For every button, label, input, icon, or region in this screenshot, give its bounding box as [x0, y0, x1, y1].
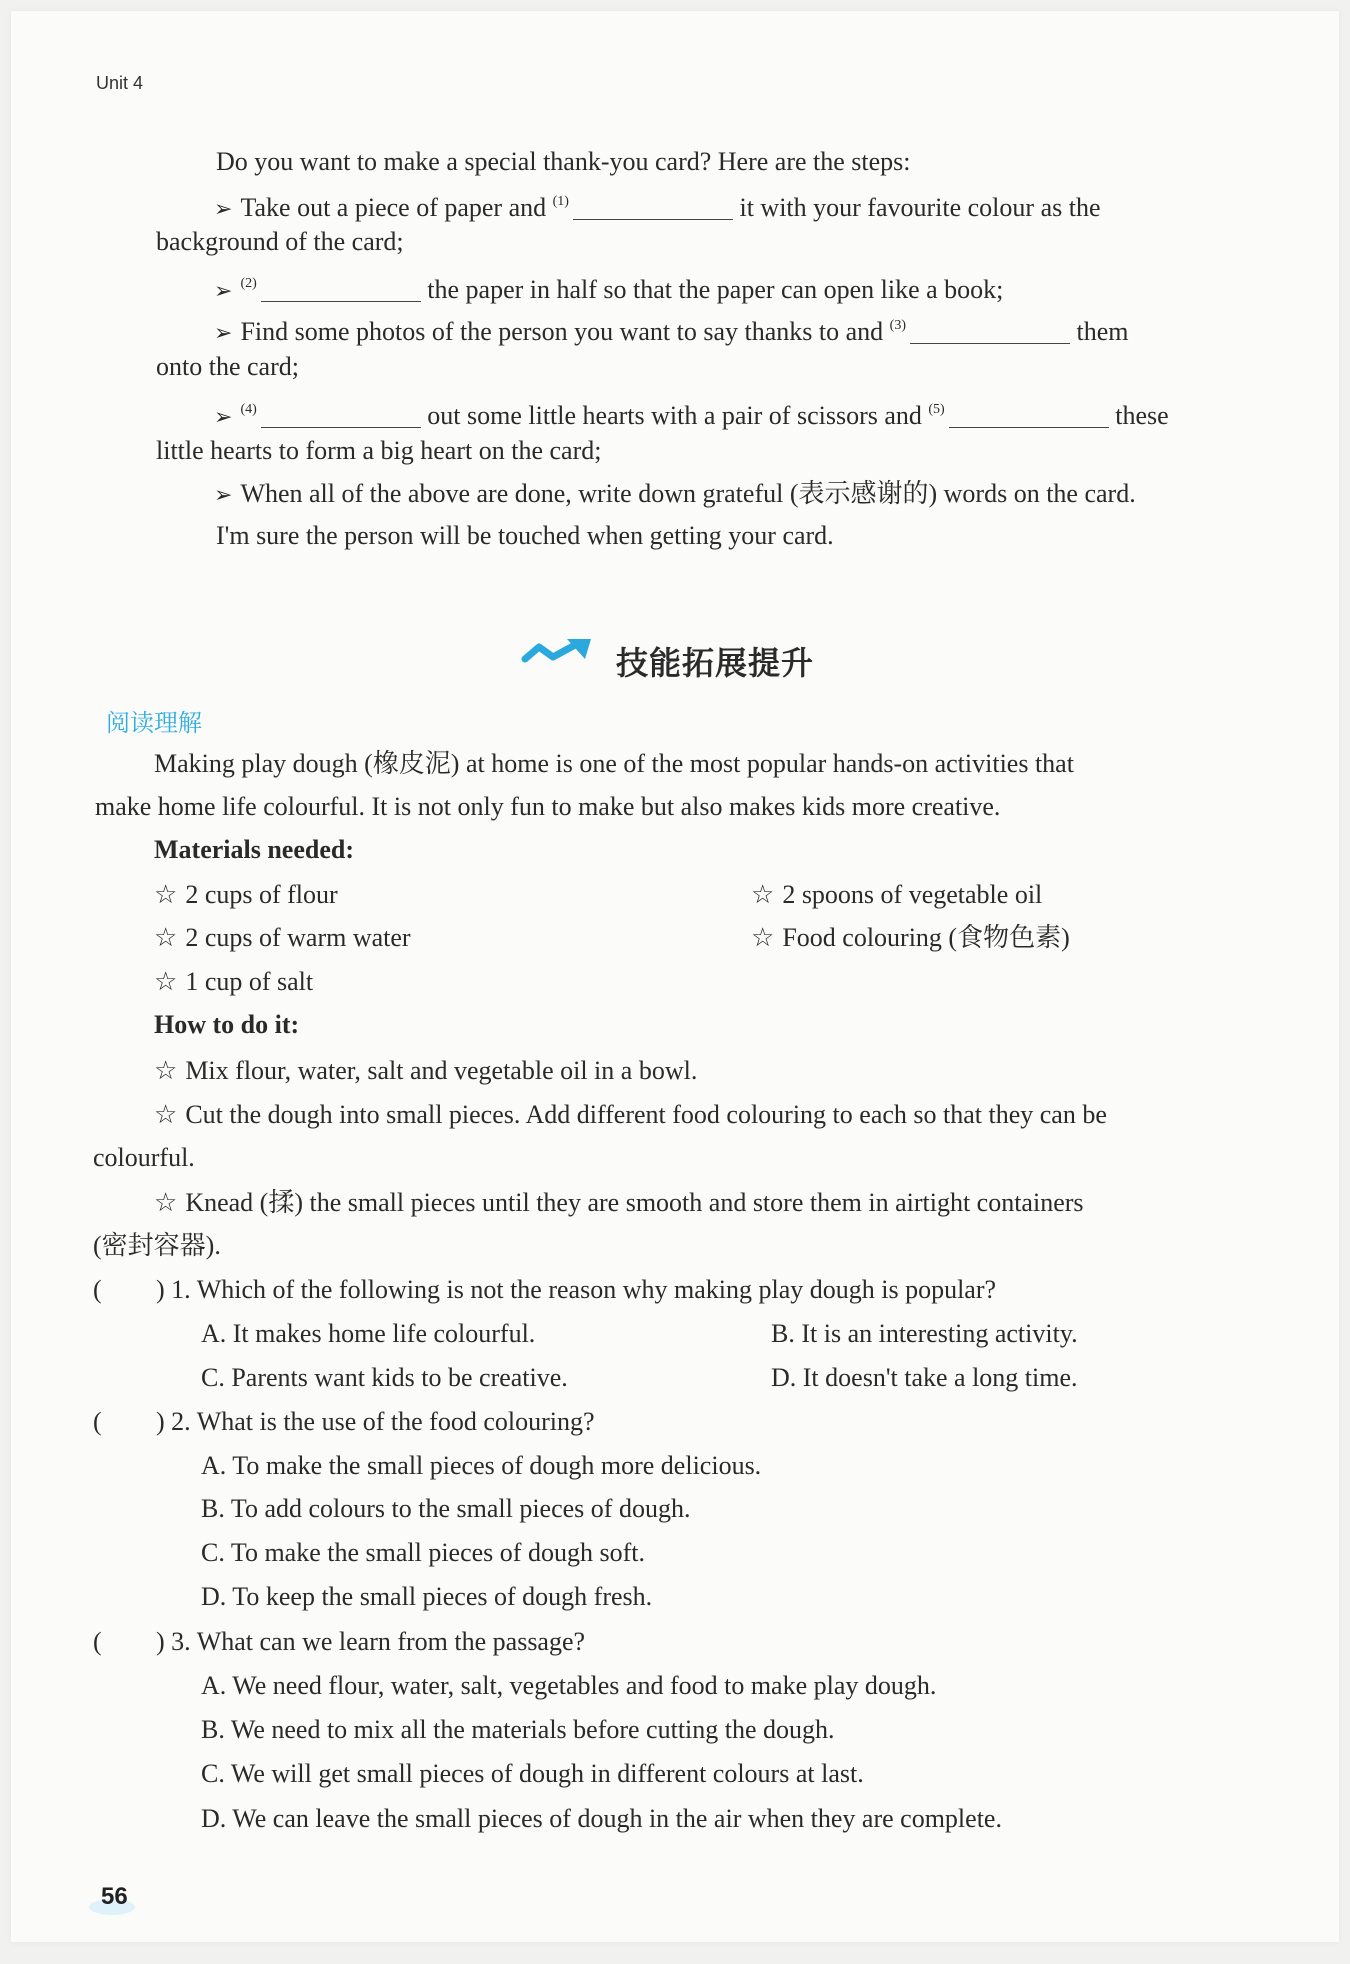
unit-label: Unit 4: [96, 73, 144, 93]
question-3: ) 3. What can we learn from the passage?: [156, 1627, 586, 1656]
q2-option-a[interactable]: A. To make the small pieces of dough more delicious.: [201, 1451, 762, 1480]
star-icon: ☆: [154, 967, 178, 996]
q3-option-d[interactable]: D. We can leave the small pieces of dough in the air when they are complete.: [201, 1804, 1002, 1833]
reading-p1-line1: Making play dough (橡皮泥) at home is one of the most popular hands-on activities that: [154, 749, 1074, 778]
blank-number: (4): [240, 402, 257, 417]
material-item: ☆ 1 cup of salt: [154, 967, 314, 996]
howto-step: ☆ Cut the dough into small pieces. Add different food colouring to each so that they can be: [154, 1100, 1107, 1129]
answer-paren[interactable]: (: [93, 1275, 102, 1304]
arrow-icon: ➢: [214, 404, 233, 429]
step-2: ➢ $^{(2)}$ the paper in half so that the paper can open like a book;: [214, 275, 1004, 304]
arrow-icon: ➢: [214, 320, 233, 345]
blank-number: (5): [928, 402, 945, 417]
step-1: ➢ Take out a piece of paper and $^{(1)}$ it with your favourite colour as the: [214, 193, 1101, 222]
material-item: ☆ 2 spoons of vegetable oil: [751, 880, 1043, 909]
q2-option-b[interactable]: B. To add colours to the small pieces of dough.: [201, 1494, 691, 1523]
q3-option-c[interactable]: C. We will get small pieces of dough in different colours at last.: [201, 1759, 864, 1788]
q2-option-d[interactable]: D. To keep the small pieces of dough fresh.: [201, 1582, 653, 1611]
card-closing: I'm sure the person will be touched when getting your card.: [216, 521, 834, 550]
step-3-cont: onto the card;: [156, 352, 299, 381]
section-title: 技能拓展提升: [616, 644, 815, 682]
question-1: ) 1. Which of the following is not the reason why making play dough is popular?: [156, 1275, 997, 1304]
answer-paren[interactable]: (: [93, 1407, 102, 1436]
q1-option-c[interactable]: C. Parents want kids to be creative.: [201, 1363, 568, 1392]
blank-number: (3): [889, 318, 906, 333]
section-subtitle: 阅读理解: [106, 709, 202, 737]
blank-4[interactable]: [261, 405, 421, 428]
star-icon: ☆: [751, 880, 775, 909]
q1-option-b[interactable]: B. It is an interesting activity.: [771, 1319, 1078, 1348]
howto-step: ☆ Mix flour, water, salt and vegetable oil in a bowl.: [154, 1056, 698, 1085]
star-icon: ☆: [154, 923, 178, 952]
howto-step: ☆ Knead (揉) the small pieces until they are smooth and store them in airtight containers: [154, 1188, 1084, 1217]
step-1-cont: background of the card;: [156, 227, 404, 256]
blank-5[interactable]: [949, 405, 1109, 428]
page-number: 56: [101, 1883, 128, 1910]
howto-heading: How to do it:: [154, 1010, 300, 1039]
howto-step-cont: (密封容器).: [93, 1231, 221, 1260]
blank-1[interactable]: [573, 197, 733, 220]
star-icon: ☆: [154, 1056, 178, 1085]
step-3: ➢ Find some photos of the person you want to say thanks to and $^{(3)}$ them: [214, 317, 1129, 346]
star-icon: ☆: [154, 1100, 178, 1129]
howto-step-cont: colourful.: [93, 1143, 195, 1172]
question-2: ) 2. What is the use of the food colouring?: [156, 1407, 595, 1436]
blank-3[interactable]: [910, 321, 1070, 344]
q3-option-b[interactable]: B. We need to mix all the materials before cutting the dough.: [201, 1715, 835, 1744]
step-4: ➢ $^{(4)}$ out some little hearts with a pair of scissors and $^{(5)}$ these: [214, 401, 1169, 430]
material-item: ☆ Food colouring (食物色素): [751, 923, 1070, 952]
q1-option-d[interactable]: D. It doesn't take a long time.: [771, 1363, 1078, 1392]
card-intro: Do you want to make a special thank-you card? Here are the steps:: [216, 147, 911, 176]
answer-paren[interactable]: (: [93, 1627, 102, 1656]
material-item: ☆ 2 cups of flour: [154, 880, 338, 909]
trend-up-icon: [521, 637, 595, 674]
reading-p1-line2: make home life colourful. It is not only fun to make but also makes kids more creative.: [95, 792, 1001, 821]
q2-option-c[interactable]: C. To make the small pieces of dough soft.: [201, 1538, 645, 1567]
star-icon: ☆: [751, 923, 775, 952]
q3-option-a[interactable]: A. We need flour, water, salt, vegetables and food to make play dough.: [201, 1671, 937, 1700]
material-item: ☆ 2 cups of warm water: [154, 923, 411, 952]
blank-number: (2): [240, 276, 257, 291]
arrow-icon: ➢: [214, 196, 233, 221]
step-4-cont: little hearts to form a big heart on the card;: [156, 436, 602, 465]
step-5: ➢ When all of the above are done, write down grateful (表示感谢的) words on the card.: [214, 479, 1136, 508]
blank-2[interactable]: [261, 279, 421, 302]
q1-option-a[interactable]: A. It makes home life colourful.: [201, 1319, 536, 1348]
blank-number: (1): [552, 194, 569, 209]
materials-heading: Materials needed:: [154, 835, 355, 864]
star-icon: ☆: [154, 1188, 178, 1217]
star-icon: ☆: [154, 880, 178, 909]
arrow-icon: ➢: [214, 482, 233, 507]
arrow-icon: ➢: [214, 278, 233, 303]
page: [11, 11, 1339, 1942]
